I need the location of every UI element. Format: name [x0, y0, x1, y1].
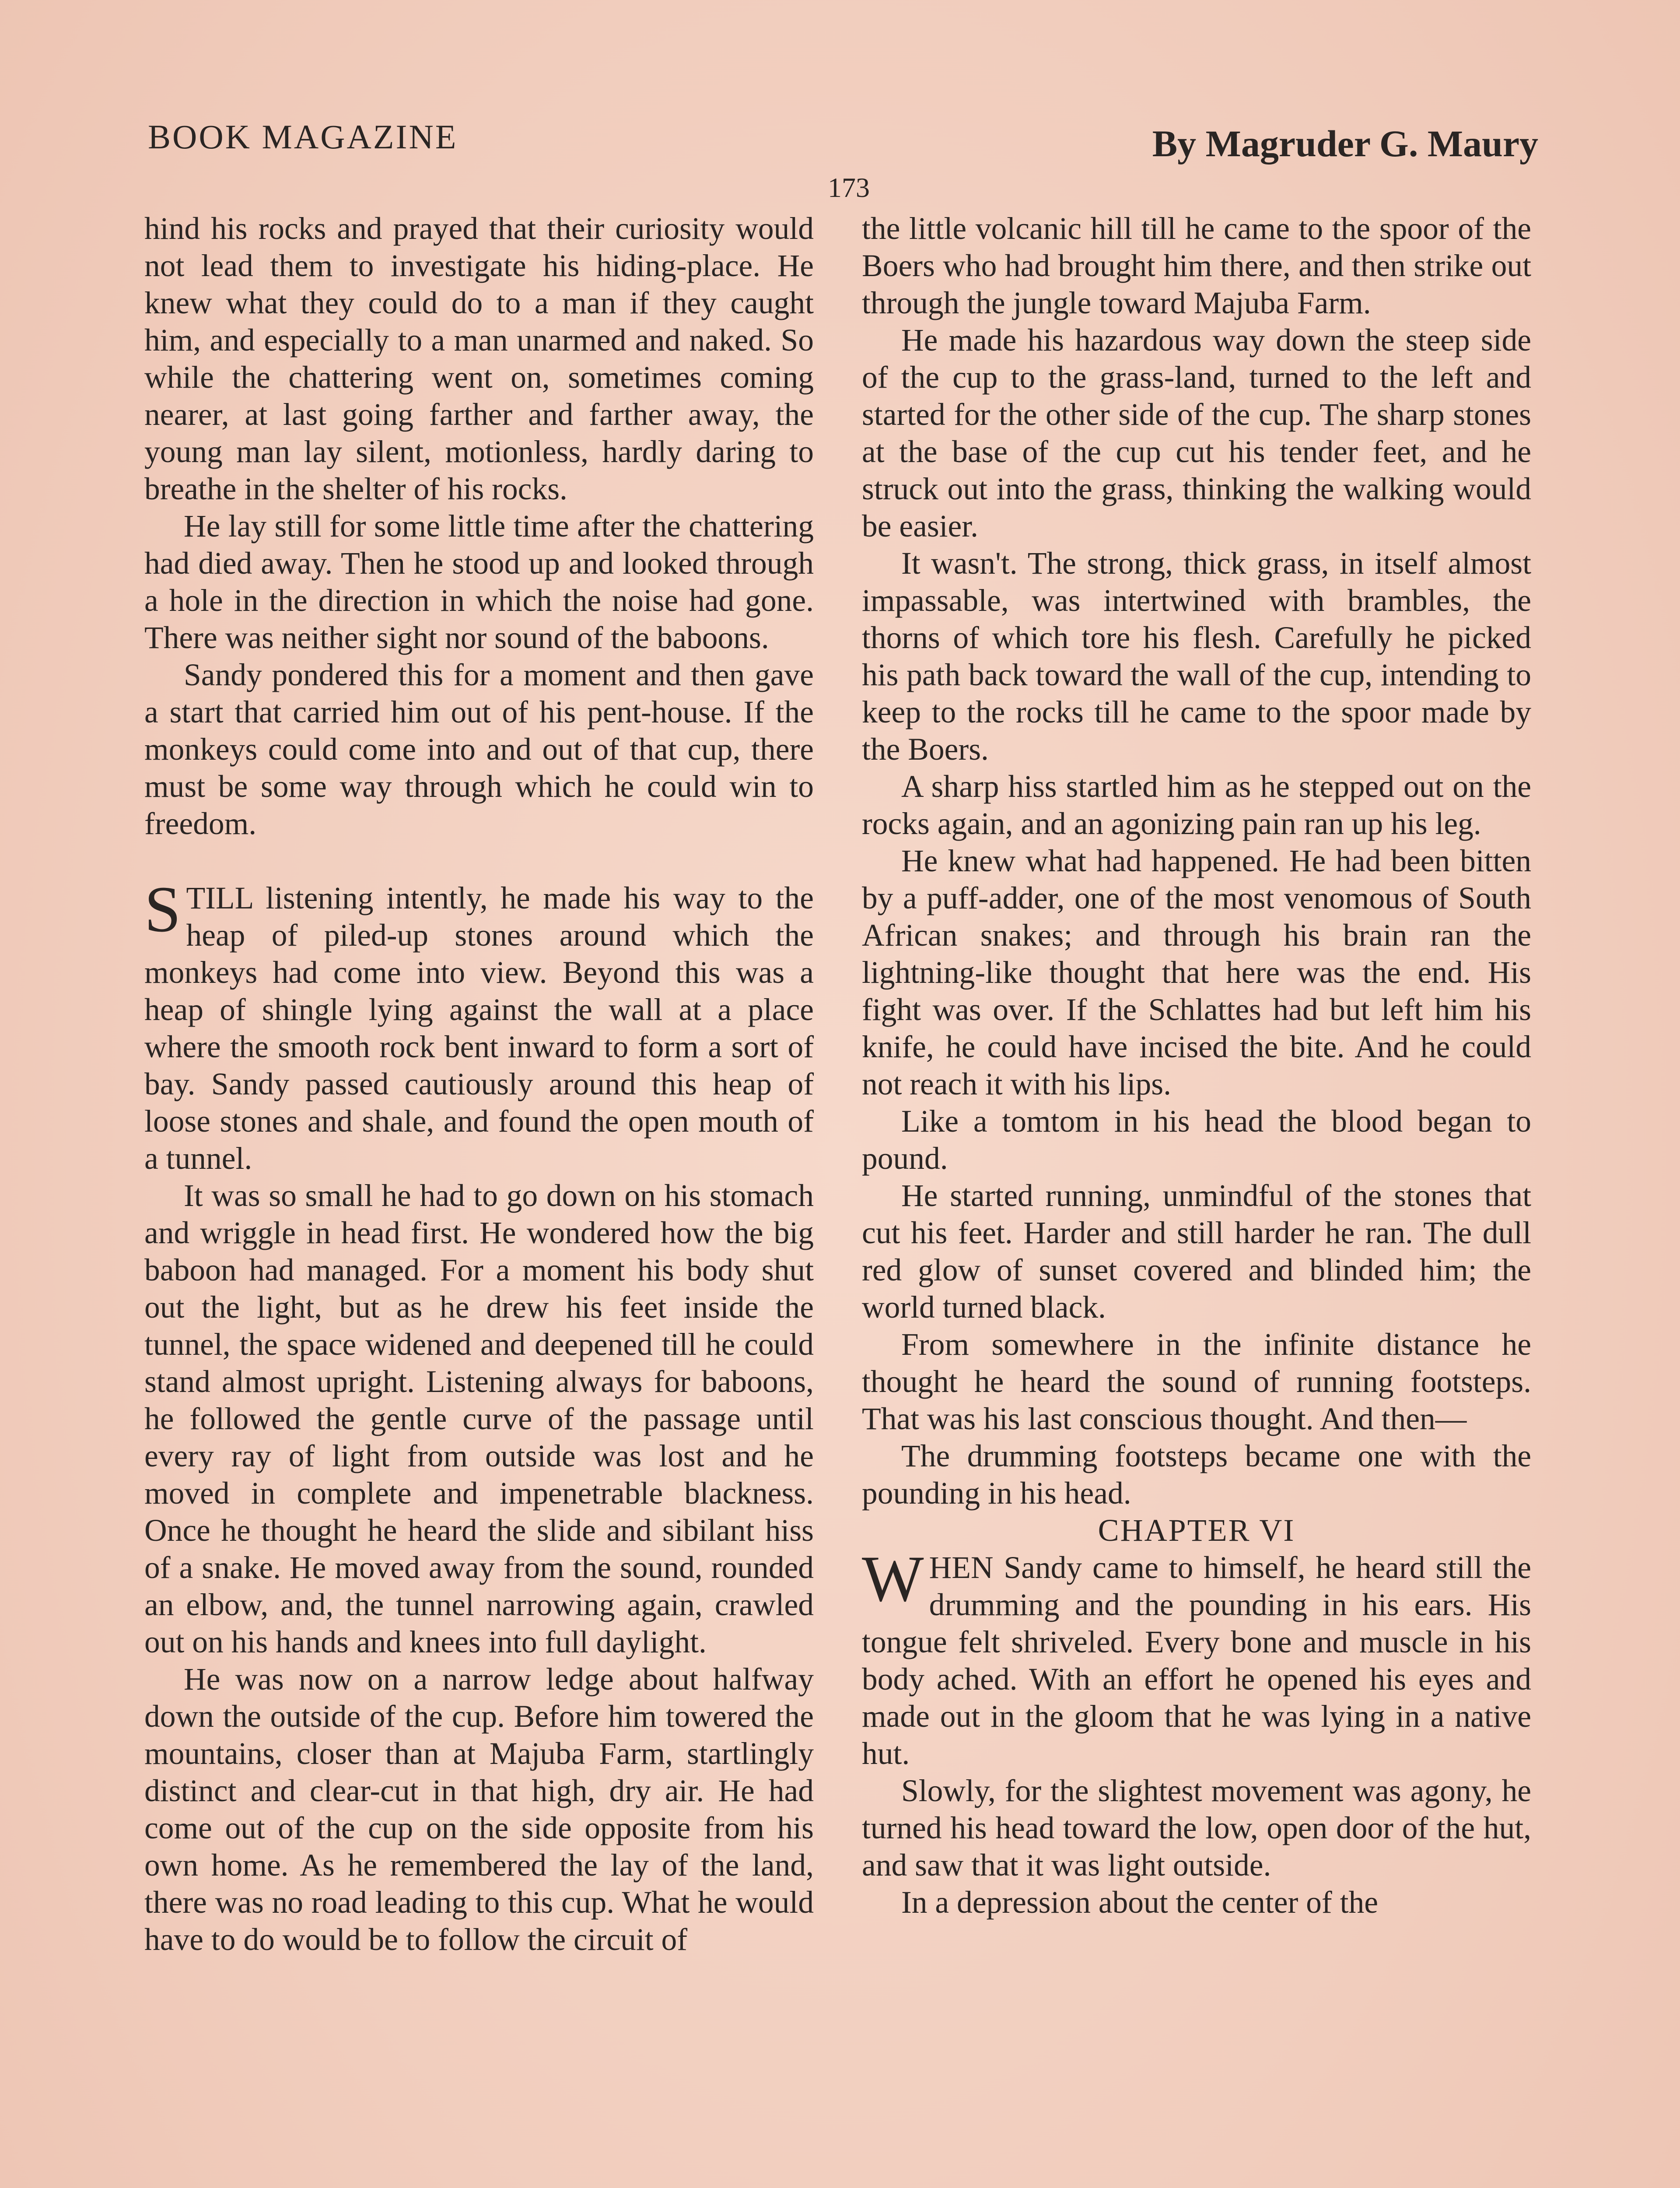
right-column — [862, 210, 1531, 1921]
chapter-heading: CHAPTER VI — [1098, 1513, 1295, 1548]
running-header-author: By Magruder G. Maury — [1152, 123, 1538, 165]
paragraph: It wasn't. The strong, thick grass, in itself almost impassable, was intertwined with brambles, the thorns of which tore his flesh. Carefully he picked his path back toward the wall of the cup, intending to keep to the rocks till he came to the spoor made by the Boers. — [862, 546, 1531, 767]
paragraph: Sandy pondered this for a moment and then gave a start that carried him out of his pent-house. If the monkeys could come into and out of that cup, there must be some way through which he could win to freedom. — [144, 658, 814, 841]
paragraph: Like a tomtom in his head the blood began to pound. — [862, 1104, 1531, 1176]
paragraph: Slowly, for the slightest movement was agony, he turned his head toward the low, open door of the hut, and saw that it was light outside. — [862, 1774, 1531, 1883]
paragraph: The drumming footsteps became one with the pounding in his head. — [862, 1439, 1531, 1511]
paragraph: hind his rocks and prayed that their curiosity would not lead them to investigate his hiding-place. He knew what they could do to a man if they caught him, and especially to a man unarmed and naked. So while the chattering went on, sometimes coming nearer, at last going farther and farther away, the young man lay silent, motionless, hardly daring to breathe in the shelter of his rocks. — [144, 211, 814, 506]
paragraph: It was so small he had to go down on his stomach and wriggle in head first. He wondered how the big baboon had managed. For a moment his body shut out the light, but as he drew his feet inside the tunnel, the space widened and deepened till he could stand almost upright. Listening always for baboons, he followed the gentle curve of the passage until every ray of light from outside was lost and he moved in complete and impenetrable blackness. Once he thought he heard the slide and sibilant hiss of a snake. He moved away from the sound, rounded an elbow, and, the tunnel narrowing again, crawled out on his hands and knees into full daylight. — [144, 1178, 814, 1659]
paragraph: He made his hazardous way down the steep side of the cup to the grass-land, turned to the left and started for the other side of the cup. The sharp stones at the base of the cup cut his tender feet, and he struck out into the grass, thinking the walking would be easier. — [862, 323, 1531, 543]
paragraph: He was now on a narrow ledge about halfway down the outside of the cup. Before him towered the mountains, closer than at Majuba Farm, startlingly distinct and clear-cut in that high, dry air. He had come out of the cup on the side opposite from his own home. As he remembered the lay of the land, there was no road leading to this cup. What he would have to do would be to follow the circuit of — [144, 1662, 814, 1957]
paragraph: In a depression about the center of the — [901, 1885, 1378, 1920]
paragraph: He knew what had happened. He had been bitten by a puff-adder, one of the most venomous of South African snakes; and through his brain ran the lightning-like thought that here was the end. His fight was over. If the Schlattes had but left him his knife, he could have incised the bite. And he could not reach it with his lips. — [862, 844, 1531, 1101]
paragraph-text: TILL listening intently, he made his way to the heap of piled-up stones around which the monkeys had come into view. Beyond this was a heap of shingle lying against the wall at a place where the smooth rock bent inward to form a sort of bay. Sandy passed cautiously around this heap of loose stones and shale, and found the open mouth of a tunnel. — [144, 881, 814, 1176]
paragraph-text: HEN Sandy came to himself, he heard still the drumming and the pounding in his ears. His tongue felt shriveled. Every bone and muscle in his body ached. With an effort he opened his eyes and made out in the gloom that he was lying in a native hut. — [862, 1550, 1531, 1771]
running-header-title: BOOK MAGAZINE — [148, 118, 458, 156]
section-paragraph — [862, 1543, 1531, 1772]
drop-cap: W — [862, 1543, 924, 1615]
paragraph: From somewhere in the infinite distance he thought he heard the sound of running footsteps. That was his last conscious thought. And then— — [862, 1327, 1531, 1436]
paragraph: A sharp hiss startled him as he stepped out on the rocks again, and an agonizing pain ran up his leg. — [862, 769, 1531, 841]
drop-cap: S — [144, 873, 181, 946]
paragraph: the little volcanic hill till he came to the spoor of the Boers who had brought him there, and then strike out through the jungle toward Majuba Farm. — [862, 211, 1531, 320]
page-number: 173 — [828, 172, 870, 203]
paragraph: He lay still for some little time after the chattering had died away. Then he stood up and looked through a hole in the direction in which the noise had gone. There was neither sight nor sound of the baboons. — [144, 509, 814, 655]
left-column — [144, 210, 814, 1958]
paragraph: He started running, unmindful of the stones that cut his feet. Harder and still harder he ran. The dull red glow of sunset covered and blinded him; the world turned black. — [862, 1178, 1531, 1325]
section-paragraph — [144, 873, 814, 1177]
